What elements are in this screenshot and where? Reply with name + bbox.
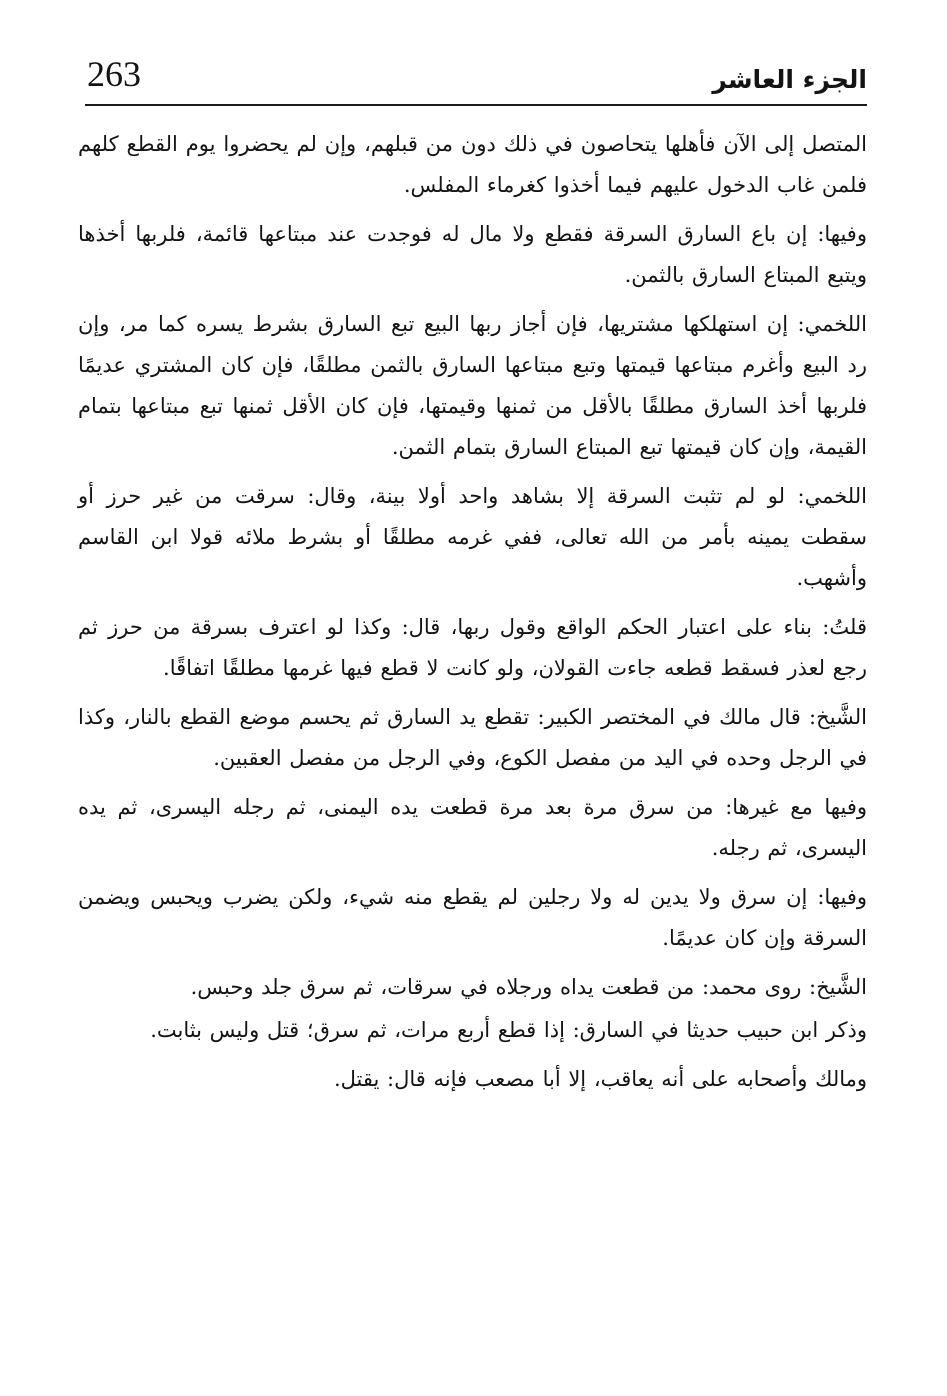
header-rule xyxy=(85,104,867,106)
paragraph: ومالك وأصحابه على أنه يعاقب، إلا أبا مصعب فإنه قال: يقتل. xyxy=(333,1067,867,1091)
paragraph: اللخمي: إن استهلكها مشتريها، فإن أجاز ربها البيع تبع السارق بشرط يسره كما مر، وإن رد البيع وأغرم مبتاعها قيمتها وتبع مبتاعها السارق بالثمن مطلقًا، فإن كان المشتري عديمًا فلربها أخذ السارق مطلقًا بالأقل من ثمنها وقيمتها، فإن كان الأقل ثمنها تبع مبتاعها بتمام القيمة، وإن كان قيمتها تبع المبتاع السارق بتمام الثمن. xyxy=(78,312,867,459)
paragraph: وفيها مع غيرها: من سرق مرة بعد مرة قطعت يده اليمنى، ثم رجله اليسرى، ثم يده اليسرى، ثم رجله. xyxy=(78,795,867,860)
paragraph: قلتُ: بناء على اعتبار الحكم الواقع وقول ربها، قال: وكذا لو اعترف بسرقة من حرز ثم رجع لعذر فسقط قطعه جاءت القولان، ولو كانت لا قطع فيها غرمها مطلقًا اتفاقًا. xyxy=(78,615,867,680)
paragraph: وفيها: إن باع السارق السرقة فقطع ولا مال له فوجدت عند مبتاعها قائمة، فلربها أخذها ويتبع المبتاع السارق بالثمن. xyxy=(78,222,867,287)
paragraph: وذكر ابن حبيب حديثا في السارق: إذا قطع أربع مرات، ثم سرق؛ قتل وليس بثابت. xyxy=(150,1018,867,1042)
paragraph: الشَّيخ: روى محمد: من قطعت يداه ورجلاه في سرقات، ثم سرق جلد وحبس. xyxy=(190,975,867,999)
page-number: 263 xyxy=(87,54,141,94)
page-header xyxy=(85,50,867,106)
paragraph: وفيها: إن سرق ولا يدين له ولا رجلين لم يقطع منه شيء، ولكن يضرب ويحبس ويضمن السرقة وإن كان عديمًا. xyxy=(78,885,867,950)
body-text xyxy=(78,124,867,1108)
paragraph: الشَّيخ: قال مالك في المختصر الكبير: تقطع يد السارق ثم يحسم موضع القطع بالنار، وكذا في الرجل وحده في اليد من مفصل الكوع، وفي الرجل من مفصل العقبين. xyxy=(78,705,867,770)
running-title: الجزء العاشر xyxy=(712,65,867,94)
paragraph: اللخمي: لو لم تثبت السرقة إلا بشاهد واحد أولا بينة، وقال: سرقت من غير حرز أو سقطت يمينه بأمر من الله تعالى، ففي غرمه مطلقًا أو بشرط ملائه قولا ابن القاسم وأشهب. xyxy=(78,484,867,590)
paragraph: المتصل إلى الآن فأهلها يتحاصون في ذلك دون من قبلهم، وإن لم يحضروا يوم القطع كلهم فلمن غاب الدخول عليهم فيما أخذوا كغرماء المفلس. xyxy=(78,132,868,197)
